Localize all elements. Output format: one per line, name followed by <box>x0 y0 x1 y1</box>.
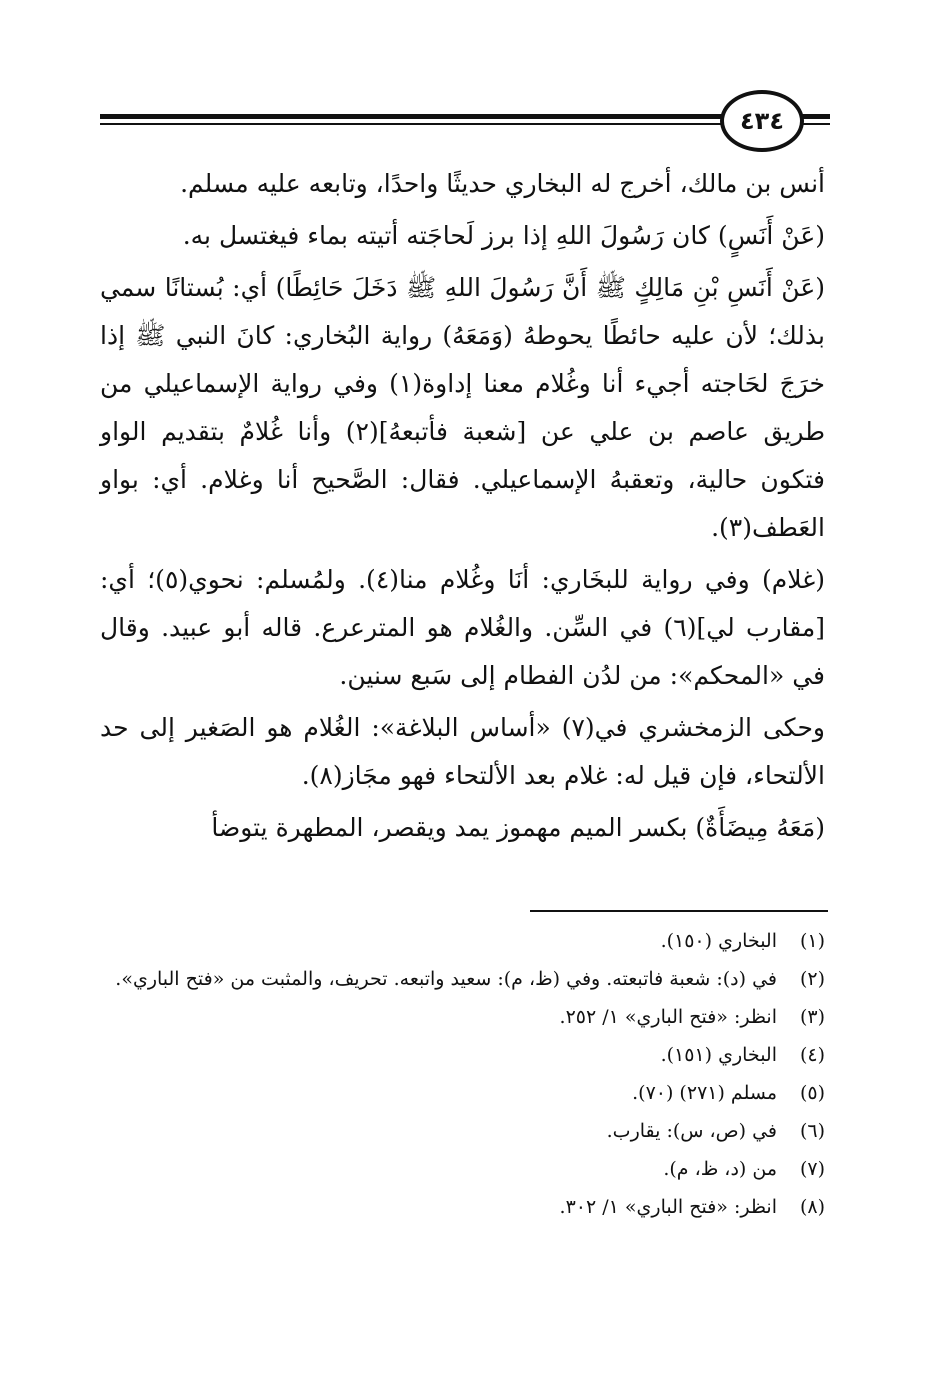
header-rule-thick <box>100 114 722 119</box>
footnote-number: (٧) <box>799 1158 825 1180</box>
paragraph: (غلام) وفي رواية للبخَاري: أنَا وغُلام منا(٤). ولمُسلم: نحوي(٥)؛ أي: [مقارب لي](٦) في السِّن. والغُلام هو المترعرع. قاله أبو عبيد. وقال في «المحكم»: من لدُن الفطام إلى سَبع سنين. <box>100 565 825 690</box>
footnote-text: انظر: «فتح الباري» ١/ ٢٥٢. <box>559 1006 777 1028</box>
footnote-text: البخاري (١٥٠). <box>660 930 777 952</box>
header-rule-thin <box>100 123 722 125</box>
footnotes <box>100 922 825 1226</box>
footnote <box>100 1112 825 1150</box>
paragraph: وحكى الزمخشري في(٧) «أساس البلاغة»: الغُلام هو الصَغير إلى حد الألتحاء، فإن قيل له: غلام بعد الألتحاء فهو مجَاز(٨). <box>100 713 825 790</box>
footnote <box>100 960 825 998</box>
page-header <box>100 86 830 166</box>
footnote-text: في (ص، س): يقارب. <box>606 1120 777 1142</box>
main-text <box>100 160 825 856</box>
footnote-text: من (د، ظ، م). <box>663 1158 777 1180</box>
footnote-text: البخاري (١٥١). <box>660 1044 777 1066</box>
paragraph: (مَعَهُ مِيضَأَةٌ) بكسر الميم مهموز يمد ويقصر، المطهرة يتوضأ <box>211 813 825 842</box>
footnote-number: (٣) <box>799 1006 825 1028</box>
footnote-text: انظر: «فتح الباري» ١/ ٣٠٢. <box>559 1196 777 1218</box>
footnote-text: في (د): شعبة فاتبعته. وفي (ظ، م): سعيد واتبعه. تحريف، والمثبت من «فتح الباري». <box>115 968 777 990</box>
footnote-number: (٢) <box>799 968 825 990</box>
footnote-text: مسلم (٢٧١) (٧٠). <box>632 1082 777 1104</box>
paragraph: أنس بن مالك، أخرج له البخاري حديثًا واحدًا، وتابعه عليه مسلم. <box>180 169 825 198</box>
footnote <box>100 998 825 1036</box>
footnote-number: (٤) <box>799 1044 825 1066</box>
header-rule-right-thick <box>800 114 830 119</box>
footnote <box>100 1150 825 1188</box>
footnote-number: (١) <box>799 930 825 952</box>
paragraph: (عَنْ أَنَسٍ) كان رَسُولَ اللهِ إذا برز لَحاجَته أتيته بماء فيغتسل به. <box>182 221 825 250</box>
paragraph: (عَنْ أَنَسِ بْنِ مَالِكٍ ﷺ أَنَّ رَسُولَ اللهِ ﷺ دَخَلَ حَائِطًا) أي: بُستانًا سمي بذلك؛ لأن عليه حائطًا يحوطهُ (وَمَعَهُ) رواية البُخاري: كانَ النبي ﷺ إذا خرَجَ لحَاجته أجيء أنا وغُلام معنا إداوة(١) وفي رواية الإسماعيلي من طريق عاصم بن علي عن [شعبة فأتبعهُ](٢) وأنا غُلامٌ بتقديم الواو فتكون حالية، وتعقبهُ الإسماعيلي. فقال: الصَّحيح أنا وغلام. أي: بواو العَطف(٣). <box>100 273 826 542</box>
footnote-divider <box>530 910 828 912</box>
footnote-number: (٨) <box>799 1196 825 1218</box>
page-number: ٤٣٤ <box>720 90 804 152</box>
footnote-number: (٦) <box>799 1120 825 1142</box>
footnote <box>100 1036 825 1074</box>
footnote-number: (٥) <box>799 1082 825 1104</box>
footnote <box>100 922 825 960</box>
footnote <box>100 1074 825 1112</box>
footnote <box>100 1188 825 1226</box>
header-rule-right-thin <box>800 123 830 125</box>
